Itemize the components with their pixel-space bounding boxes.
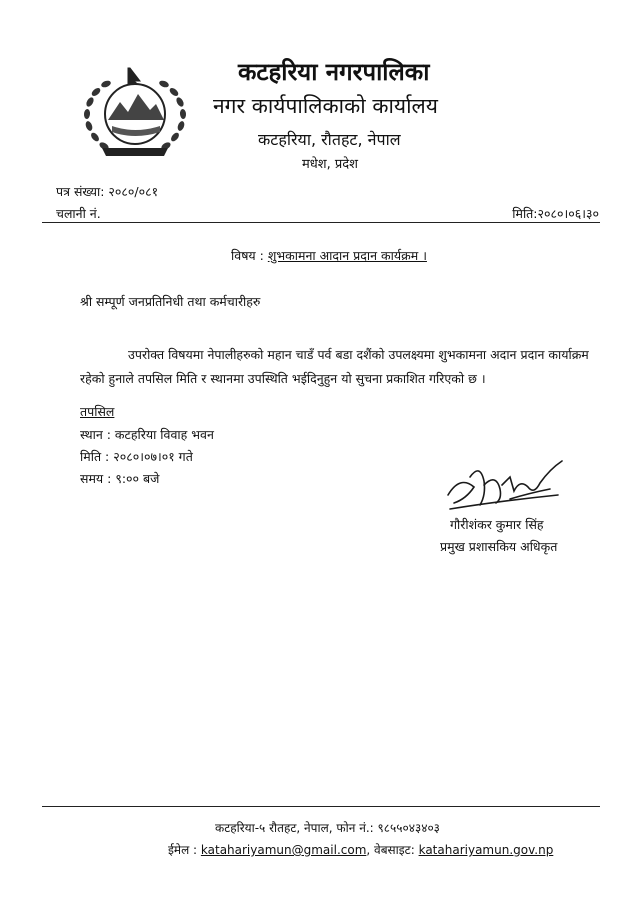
footer-divider [42, 806, 600, 807]
details-date: मिति : २०८०।०७।०१ गते [80, 449, 193, 464]
details-heading: तपसिल [80, 404, 115, 419]
letter-date: मिति:२०८०।०६।३० [512, 206, 599, 221]
website-link[interactable]: katahariyamun.gov.np [418, 843, 554, 857]
footer-contacts [168, 841, 553, 858]
nepal-emblem-icon [80, 62, 190, 162]
details-time: समय : ९:०० बजे [80, 471, 160, 486]
signature-icon [440, 455, 575, 520]
office-address: कटहरिया, रौतहट, नेपाल [258, 130, 401, 149]
details-place: स्थान : कटहरिया विवाह भवन [80, 427, 214, 442]
signatory-name: गौरीशंकर कुमार सिंह [450, 517, 544, 532]
body-paragraph: उपरोक्त विषयमा नेपालीहरुको महान चाडँ पर्व बडा दशैंको उपलक्ष्यमा शुभकामना अदान प्रदान कार्याक्रम रहेको हुनाले तपसिल मिति र स्थानमा उपस्थिति भईदिनुहुन यो सुचना प्रकाशित गरिएको छ । [80, 347, 589, 386]
email-label: ईमेल : [168, 843, 198, 857]
footer-address: कटहरिया-५ रौतहट, नेपाल, फोन नं.: ९८५५०४३४०३ [215, 821, 440, 835]
letter-number: पत्र संख्या: २०८०/०८१ [56, 184, 159, 199]
office-title: नगर कार्यपालिकाको कार्यालय [213, 94, 438, 118]
email-link[interactable]: katahariyamun@gmail.com [200, 843, 367, 857]
subject-prefix: विषय : [231, 248, 264, 263]
signatory-designation: प्रमुख प्रशासकिय अधिकृत [440, 539, 558, 554]
subject-line [231, 247, 427, 264]
website-label: , वेबसाइट: [366, 843, 415, 857]
subject-text: शुभकामना आदान प्रदान कार्यक्रम । [267, 248, 427, 263]
header-divider [42, 222, 600, 223]
municipality-title: कटहरिया नगरपालिका [238, 58, 430, 86]
province: मधेश, प्रदेश [302, 157, 359, 172]
dispatch-number: चलानी नं. [56, 206, 101, 221]
addressee: श्री सम्पूर्ण जनप्रतिनिधी तथा कर्मचारीहरु [80, 294, 261, 309]
